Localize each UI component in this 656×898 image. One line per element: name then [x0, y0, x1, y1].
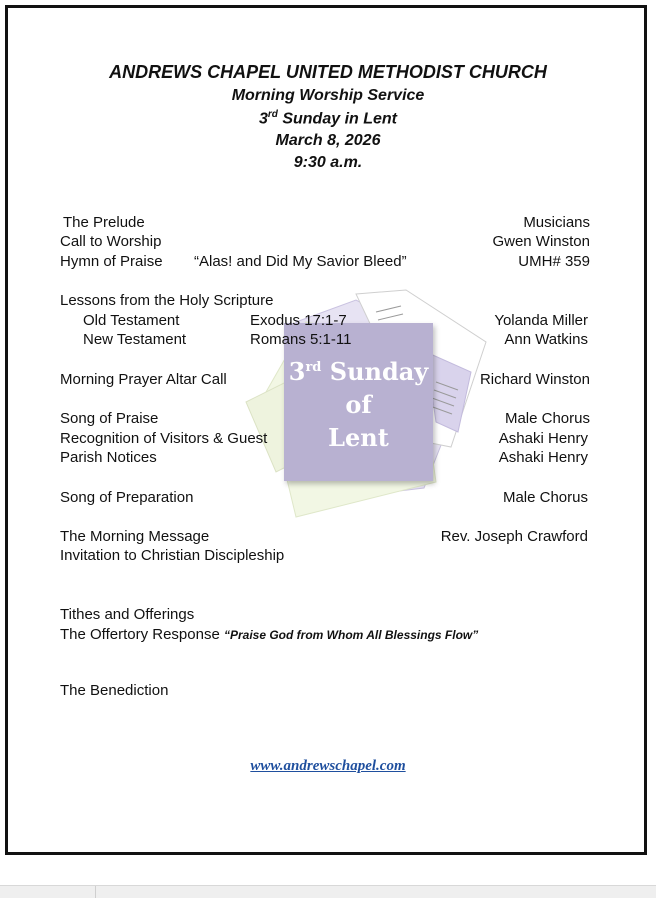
prelude-label: The Prelude	[63, 214, 145, 231]
new-testament-scripture: Romans 5:1-11	[250, 331, 352, 348]
call-to-worship-person: Gwen Winston	[492, 233, 590, 250]
song-of-praise-person: Male Chorus	[504, 410, 590, 427]
morning-prayer-person: Richard Winston	[479, 371, 590, 388]
morning-prayer-label: Morning Prayer Altar Call	[60, 371, 227, 388]
tithes-label: Tithes and Offerings	[60, 606, 195, 623]
bottom-scroll-strip	[0, 885, 656, 898]
service-time: 9:30 a.m.	[293, 154, 363, 171]
lessons-heading: Lessons from the Holy Scripture	[60, 292, 274, 309]
song-of-preparation-label: Song of Preparation	[60, 489, 194, 506]
hymn-of-praise-number: UMH# 359	[518, 253, 590, 270]
service-name: Morning Worship Service	[231, 87, 425, 104]
offertory-hymn: “Praise God from Whom All Blessings Flow”	[223, 628, 479, 642]
prelude-person: Musicians	[523, 214, 590, 231]
lent-card-line1: 3rd Sunday	[288, 356, 429, 386]
parish-notices-label: Parish Notices	[60, 449, 157, 466]
offertory-label: The Offertory Response	[60, 626, 220, 643]
hymn-of-praise-title: “Alas! and Did My Savior Bleed”	[194, 253, 407, 270]
morning-message-person: Rev. Joseph Crawford	[440, 528, 588, 545]
offertory-line	[60, 626, 478, 643]
new-testament-reader: Ann Watkins	[504, 331, 588, 348]
benediction-label: The Benediction	[60, 682, 169, 699]
church-name: ANDREWS CHAPEL UNITED METHODIST CHURCH	[109, 62, 547, 82]
old-testament-reader: Yolanda Miller	[494, 312, 588, 329]
service-date: March 8, 2026	[275, 132, 381, 149]
old-testament-label: Old Testament	[83, 312, 180, 329]
morning-message-label: The Morning Message	[60, 528, 210, 545]
lent-card-line2: of	[345, 389, 372, 419]
website-link[interactable]: www.andrewschapel.com	[250, 758, 406, 774]
invitation-label: Invitation to Christian Discipleship	[60, 547, 285, 564]
song-of-praise-label: Song of Praise	[60, 410, 159, 427]
call-to-worship-label: Call to Worship	[60, 233, 162, 250]
recognition-label: Recognition of Visitors & Guest	[60, 430, 268, 447]
recognition-person: Ashaki Henry	[498, 430, 588, 447]
song-of-preparation-person: Male Chorus	[502, 489, 588, 506]
hymn-of-praise-label: Hymn of Praise	[60, 253, 163, 270]
sunday-title: 3rd Sunday in Lent	[258, 109, 398, 128]
lent-card-line3: Lent	[328, 422, 389, 452]
new-testament-label: New Testament	[83, 331, 187, 348]
parish-notices-person: Ashaki Henry	[498, 449, 588, 466]
old-testament-scripture: Exodus 17:1-7	[250, 312, 347, 329]
